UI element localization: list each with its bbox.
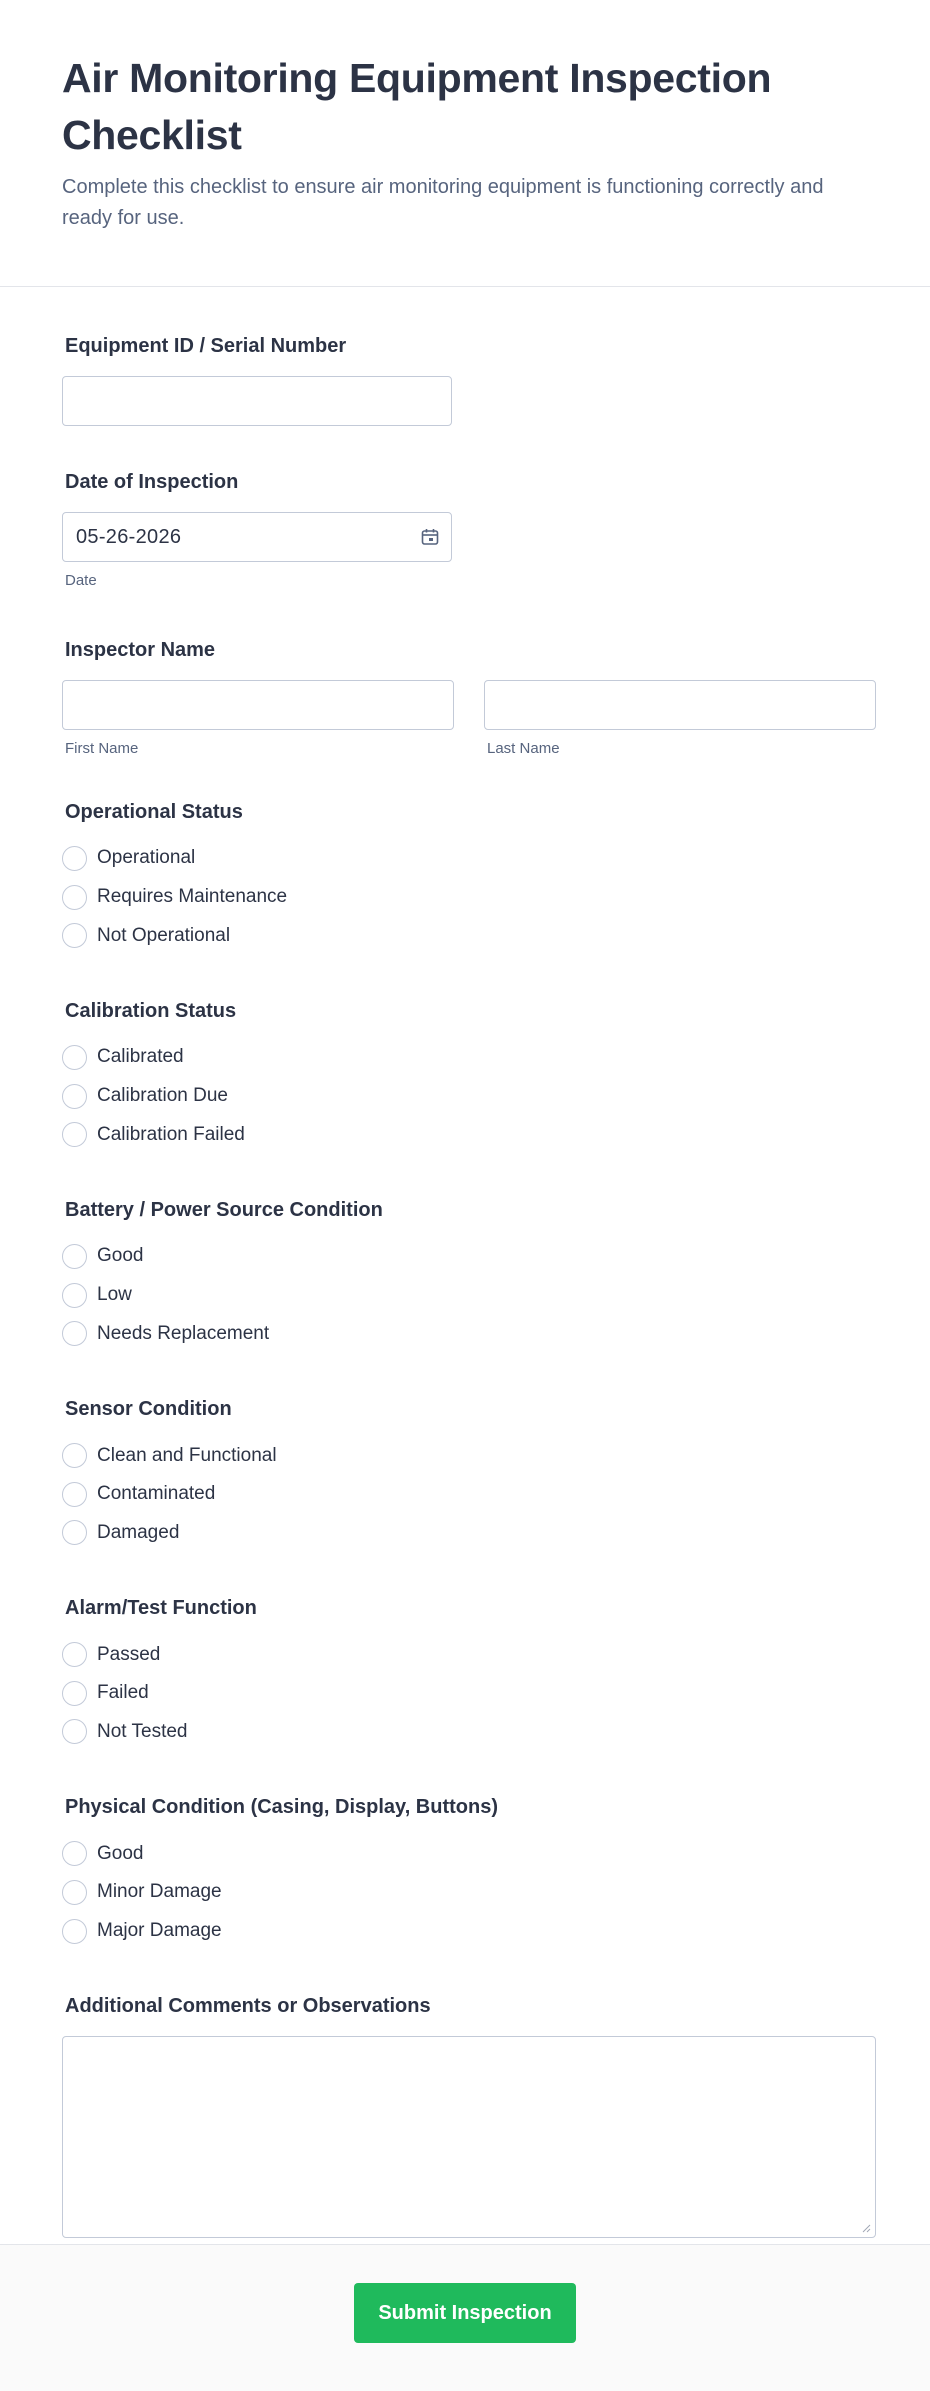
alarm-test-label: Alarm/Test Function — [65, 1597, 257, 1620]
radio-option[interactable] — [62, 916, 876, 955]
inspector-name-label: Inspector Name — [65, 639, 216, 661]
radio-label: Needs Replacement — [97, 1322, 270, 1344]
last-name-sublabel: Last Name — [487, 740, 560, 757]
physical-condition-label: Physical Condition (Casing, Display, Buttons) — [65, 1796, 498, 1819]
first-name-input[interactable] — [62, 680, 454, 730]
radio-option[interactable] — [62, 1912, 876, 1951]
alarm-test-field — [62, 1595, 876, 1751]
radio-label: Not Tested — [97, 1720, 188, 1742]
radio-option[interactable] — [62, 1237, 876, 1276]
radio-button[interactable] — [62, 1919, 87, 1944]
last-name-col — [484, 680, 876, 757]
radio-button[interactable] — [62, 1880, 87, 1905]
form-body — [0, 287, 930, 2238]
inspector-name-row — [62, 680, 876, 757]
comments-textarea[interactable] — [62, 2036, 876, 2238]
first-name-col — [62, 680, 454, 757]
page-subtitle: Complete this checklist to ensure air monitoring equipment is functioning correctly and ready for use. — [62, 176, 824, 229]
date-input[interactable] — [62, 512, 452, 562]
radio-label: Good — [97, 1842, 144, 1864]
radio-option[interactable] — [62, 1514, 876, 1553]
radio-button[interactable] — [62, 1122, 87, 1147]
radio-button[interactable] — [62, 1681, 87, 1706]
date-sublabel: Date — [65, 572, 97, 589]
radio-option[interactable] — [62, 1077, 876, 1116]
battery-condition-field — [62, 1197, 876, 1353]
form-footer — [0, 2244, 930, 2391]
calibration-status-options — [62, 1038, 876, 1154]
submit-inspection-button[interactable]: Submit Inspection — [354, 2283, 576, 2343]
page-title: Air Monitoring Equipment Inspection Checklist — [62, 55, 772, 158]
radio-button[interactable] — [62, 1520, 87, 1545]
radio-label: Not Operational — [97, 924, 231, 946]
comments-label: Additional Comments or Observations — [65, 1995, 431, 2018]
date-label: Date of Inspection — [65, 471, 239, 493]
radio-button[interactable] — [62, 1084, 87, 1109]
radio-button[interactable] — [62, 1244, 87, 1269]
radio-button[interactable] — [62, 1045, 87, 1070]
operational-status-field — [62, 799, 876, 955]
radio-button[interactable] — [62, 1719, 87, 1744]
physical-condition-field — [62, 1794, 876, 1950]
calibration-status-field — [62, 998, 876, 1154]
resize-handle-icon[interactable] — [861, 2223, 871, 2233]
battery-condition-label: Battery / Power Source Condition — [65, 1199, 383, 1222]
calibration-status-label: Calibration Status — [65, 1000, 237, 1023]
battery-condition-options — [62, 1237, 876, 1353]
radio-option[interactable] — [62, 1115, 876, 1154]
form-header — [0, 0, 930, 287]
radio-button[interactable] — [62, 846, 87, 871]
radio-label: Damaged — [97, 1521, 180, 1543]
operational-status-options — [62, 839, 876, 955]
date-value: 05-26-2026 — [76, 525, 182, 548]
radio-option[interactable] — [62, 1436, 876, 1475]
sensor-condition-options — [62, 1436, 876, 1552]
radio-label: Minor Damage — [97, 1881, 222, 1903]
radio-button[interactable] — [62, 1321, 87, 1346]
radio-option[interactable] — [62, 1674, 876, 1713]
last-name-input[interactable] — [484, 680, 876, 730]
radio-label: Calibration Due — [97, 1085, 228, 1107]
radio-option[interactable] — [62, 878, 876, 917]
comments-field — [62, 1993, 876, 2238]
radio-button[interactable] — [62, 1482, 87, 1507]
sensor-condition-field — [62, 1396, 876, 1552]
sensor-condition-label: Sensor Condition — [65, 1398, 232, 1421]
operational-status-label: Operational Status — [65, 801, 243, 823]
radio-label: Low — [97, 1284, 132, 1306]
radio-button[interactable] — [62, 1642, 87, 1667]
radio-label: Requires Maintenance — [97, 886, 288, 908]
radio-button[interactable] — [62, 1841, 87, 1866]
date-field — [62, 469, 876, 590]
radio-button[interactable] — [62, 1283, 87, 1308]
radio-label: Good — [97, 1245, 144, 1267]
radio-option[interactable] — [62, 1475, 876, 1514]
radio-option[interactable] — [62, 1635, 876, 1674]
radio-label: Clean and Functional — [97, 1444, 277, 1466]
radio-option[interactable] — [62, 1834, 876, 1873]
radio-option[interactable] — [62, 839, 876, 878]
radio-button[interactable] — [62, 1443, 87, 1468]
radio-button[interactable] — [62, 885, 87, 910]
radio-label: Failed — [97, 1682, 149, 1704]
equipment-id-label: Equipment ID / Serial Number — [65, 335, 347, 357]
radio-label: Operational — [97, 847, 196, 869]
physical-condition-options — [62, 1834, 876, 1950]
equipment-id-input[interactable] — [62, 376, 452, 426]
radio-option[interactable] — [62, 1315, 876, 1354]
radio-label: Contaminated — [97, 1483, 216, 1505]
equipment-id-field — [62, 333, 876, 422]
alarm-test-options — [62, 1635, 876, 1751]
first-name-sublabel: First Name — [65, 740, 139, 757]
radio-label: Calibrated — [97, 1046, 184, 1068]
radio-option[interactable] — [62, 1038, 876, 1077]
inspector-name-field — [62, 637, 876, 757]
radio-label: Calibration Failed — [97, 1123, 245, 1145]
radio-label: Passed — [97, 1643, 161, 1665]
radio-option[interactable] — [62, 1276, 876, 1315]
radio-option[interactable] — [62, 1713, 876, 1752]
radio-option[interactable] — [62, 1873, 876, 1912]
calendar-icon[interactable] — [421, 528, 439, 546]
radio-button[interactable] — [62, 923, 87, 948]
radio-label: Major Damage — [97, 1920, 222, 1942]
